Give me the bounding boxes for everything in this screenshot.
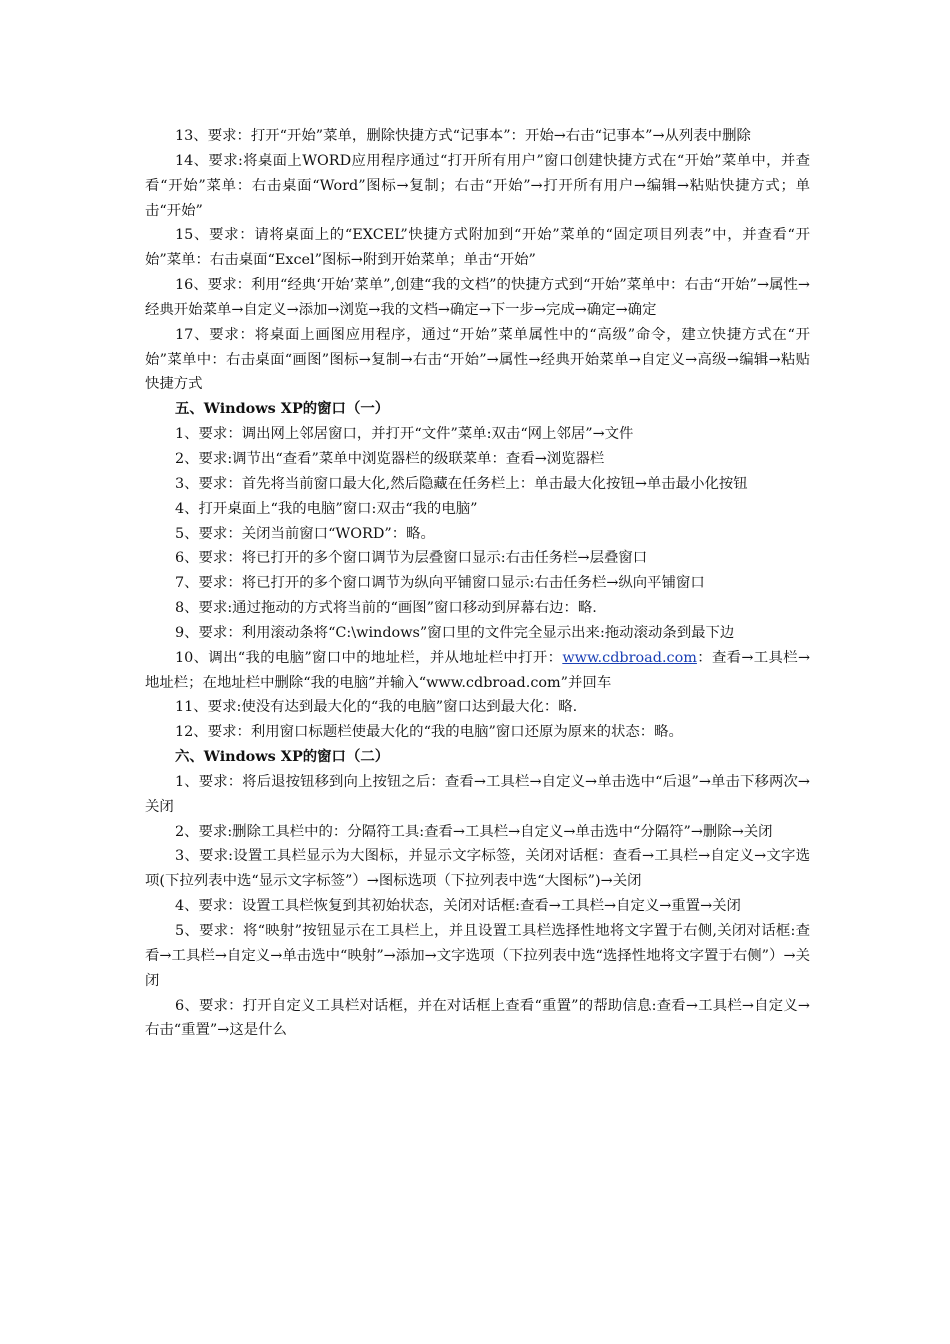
paragraph-5-7: 7、要求：将已打开的多个窗口调节为纵向平铺窗口显示:右击任务栏→纵向平铺窗口 <box>175 575 705 592</box>
paragraph-6-1: 1、要求：将后退按钮移到向上按钮之后：查看→工具栏→自定义→单击选中“后退”→单击下移两次→关闭 <box>145 773 810 815</box>
paragraph-5-4: 4、打开桌面上“我的电脑”窗口:双击“我的电脑” <box>175 500 478 517</box>
document-body <box>145 124 810 1043</box>
paragraph-5-8: 8、要求:通过拖动的方式将当前的“画图”窗口移动到屏幕右边：略. <box>175 600 597 617</box>
section-heading-5: 五、Windows XP的窗口（一） <box>175 400 390 418</box>
paragraph-5-2: 2、要求:调节出“查看”菜单中浏览器栏的级联菜单：查看→浏览器栏 <box>175 450 605 467</box>
cdbroad-link[interactable]: www.cdbroad.com <box>562 649 697 666</box>
paragraph-6-5: 5、要求：将“映射”按钮显示在工具栏上，并且设置工具栏选择性地将文字置于右侧,关闭对话框:查看→工具栏→自定义→单击选中“映射”→添加→文字选项（下拉列表中选“选择性地将文字置于右侧”）→关闭 <box>145 923 810 989</box>
paragraph-5-6: 6、要求：将已打开的多个窗口调节为层叠窗口显示:右击任务栏→层叠窗口 <box>175 550 648 567</box>
section-heading-6: 六、Windows XP的窗口（二） <box>175 748 390 766</box>
paragraph-5-10-after: ：查看→工具栏→地址栏；在地址栏中删除“我的电脑”并输入“www.cdbroad.com”并回车 <box>145 649 811 691</box>
paragraph-5-1: 1、要求：调出网上邻居窗口，并打开“文件”菜单:双击“网上邻居”→文件 <box>175 426 634 443</box>
paragraph-13: 13、要求：打开“开始”菜单，删除快捷方式“记事本”：开始→右击“记事本”→从列表中删除 <box>175 128 751 144</box>
paragraph-5-9: 9、要求：利用滚动条将“C:\windows”窗口里的文件完全显示出来:拖动滚动条到最下边 <box>175 624 735 641</box>
paragraph-5-10-before: 10、调出“我的电脑”窗口中的地址栏，并从地址栏中打开： <box>175 649 563 666</box>
paragraph-16: 16、要求：利用“经典‘开始’菜单”,创建“我的文档”的快捷方式到“开始”菜单中：右击“开始”→属性→经典开始菜单→自定义→添加→浏览→我的文档→确定→下一步→完成→确定→确定 <box>145 277 810 318</box>
paragraph-5-11: 11、要求:使没有达到最大化的“我的电脑”窗口达到最大化：略. <box>175 699 578 716</box>
paragraph-5-12: 12、要求：利用窗口标题栏使最大化的“我的电脑”窗口还原为原来的状态：略。 <box>175 724 683 741</box>
paragraph-5-10 <box>145 646 810 696</box>
paragraph-6-3: 3、要求:设置工具栏显示为大图标，并显示文字标签，关闭对话框：查看→工具栏→自定义→文字选项(下拉列表中选“显示文字标签”）→图标选项（下拉列表中选“大图标”)→关闭 <box>145 848 810 890</box>
paragraph-17: 17、要求：将桌面上画图应用程序，通过“开始”菜单属性中的“高级”命令，建立快捷方式在“开始”菜单中：右击桌面“画图”图标→复制→右击“开始”→属性→经典开始菜单→自定义→高级→编辑→粘贴快捷方式 <box>145 326 810 393</box>
paragraph-5-5: 5、要求：关闭当前窗口“WORD”：略。 <box>175 525 435 542</box>
paragraph-5-3: 3、要求：首先将当前窗口最大化,然后隐藏在任务栏上：单击最大化按钮→单击最小化按钮 <box>175 475 748 492</box>
paragraph-6-2: 2、要求:删除工具栏中的：分隔符工具:查看→工具栏→自定义→单击选中“分隔符”→删除→关闭 <box>175 823 773 840</box>
paragraph-6-4: 4、要求：设置工具栏恢复到其初始状态，关闭对话框:查看→工具栏→自定义→重置→关闭 <box>175 898 741 915</box>
paragraph-6-6: 6、要求：打开自定义工具栏对话框，并在对话框上查看“重置”的帮助信息:查看→工具栏→自定义→右击“重置”→这是什么 <box>145 997 810 1039</box>
paragraph-14: 14、要求:将桌面上WORD应用程序通过“打开所有用户”窗口创建快捷方式在“开始”菜单中，并查看“开始”菜单：右击桌面“Word”图标→复制；右击“开始”→打开所有用户→编辑→粘贴快捷方式；单击“开始” <box>145 152 810 219</box>
paragraph-15: 15、要求：请将桌面上的“EXCEL”快捷方式附加到“开始”菜单的“固定项目列表”中，并查看“开始”菜单：右击桌面“Excel”图标→附到开始菜单；单击“开始” <box>145 227 810 269</box>
